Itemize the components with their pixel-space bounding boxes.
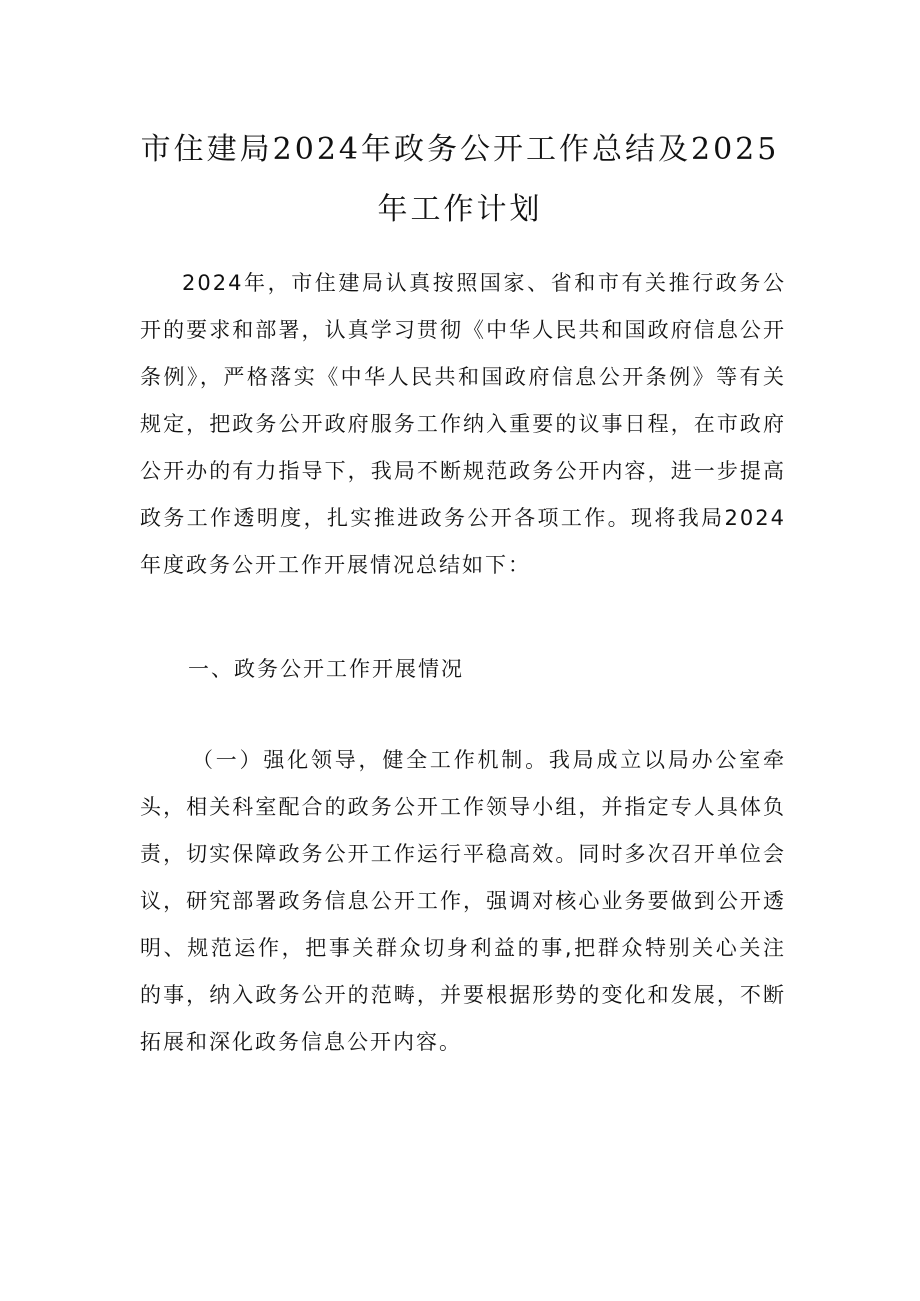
intro-paragraph: 2024年，市住建局认真按照国家、省和市有关推行政务公开的要求和部署，认真学习贯彻《中华人民共和国政府信息公开条例》，严格落实《中华人民共和国政府信息公开条例》等有关规定，把政务公开政府服务工作纳入重要的议事日程，在市政府公开办的有力指导下，我局不断规范政务公开内容，进一步提高政务工作透明度，扎实推进政务公开各项工作。现将我局2024年度政务公开工作开展情况总结如下： bbox=[140, 271, 786, 577]
title-line-2: 年工作计划 bbox=[377, 192, 543, 227]
section-heading-1: 一、政务公开工作开展情况 bbox=[188, 657, 464, 681]
document-title bbox=[140, 120, 780, 240]
section-1-paragraph-1: （一）强化领导，健全工作机制。我局成立以局办公室牵头，相关科室配合的政务公开工作领导小组，并指定专人具体负责，切实保障政务公开工作运行平稳高效。同时多次召开单位会议，研究部署政务信息公开工作，强调对核心业务要做到公开透明、规范运作，把事关群众切身利益的事,把群众特别关心关注的事，纳入政务公开的范畴，并要根据形势的变化和发展，不断拓展和深化政务信息公开内容。 bbox=[140, 748, 786, 1054]
title-line-1: 市住建局2024年政务公开工作总结及2025 bbox=[140, 132, 780, 167]
